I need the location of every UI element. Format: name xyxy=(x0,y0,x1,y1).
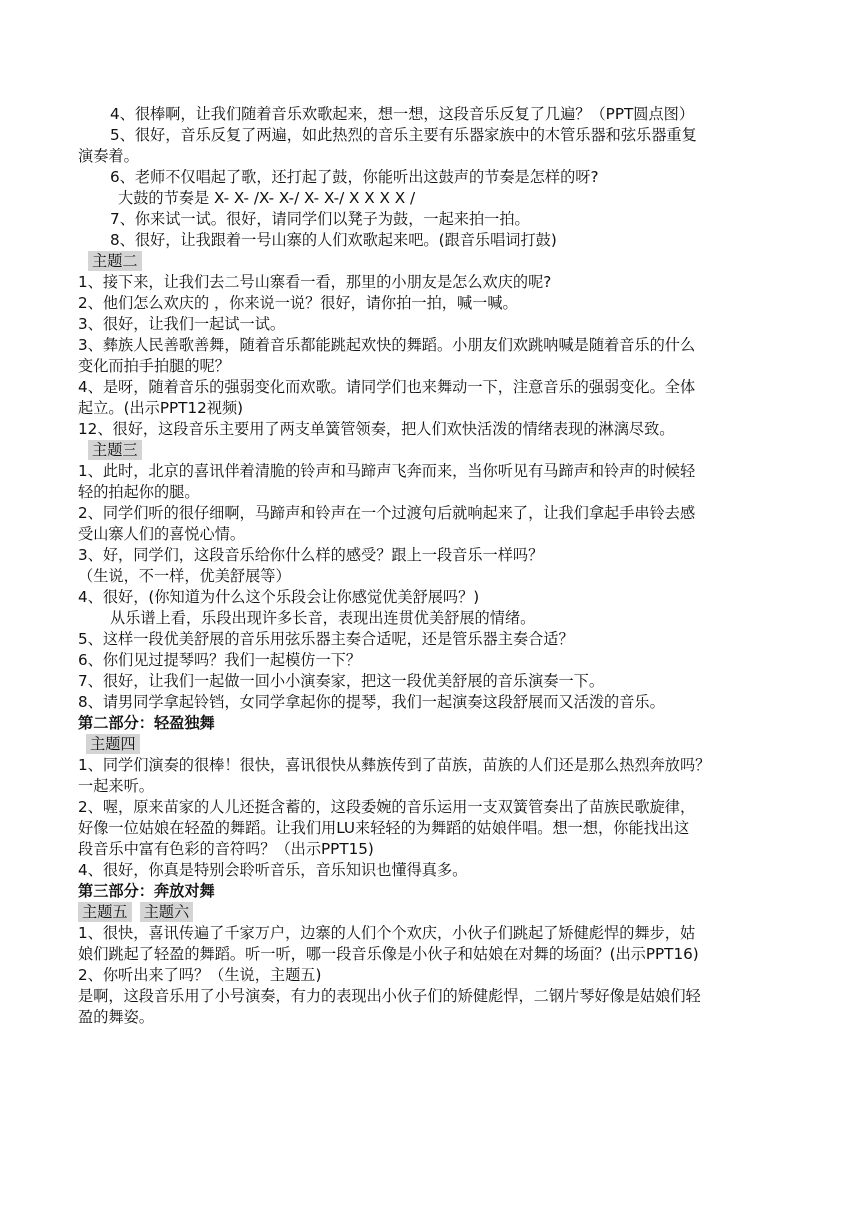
theme-2-item: 3、很好，让我们一起试一试。 xyxy=(78,315,286,333)
theme-3-item: （生说，不一样，优美舒展等） xyxy=(78,567,291,585)
theme-3-item: 4、很好，(你知道为什么这个乐段会让你感觉优美舒展吗？) xyxy=(78,588,480,606)
part-3-item: 盈的舞姿。 xyxy=(78,1008,154,1026)
step-8-line: 8、很好，让我跟着一号山寨的人们欢歌起来吧。(跟音乐唱词打鼓) xyxy=(110,231,557,249)
theme-3-item: 1、此时，北京的喜讯伴着清脆的铃声和马蹄声飞奔而来，当你听见有马蹄声和铃声的时候轻 xyxy=(78,462,696,480)
theme-2-item: 起立。(出示PPT12视频) xyxy=(78,399,244,417)
theme-2-item: 12、很好，这段音乐主要用了两支单簧管领奏，把人们欢快活泼的情绪表现的淋漓尽致。 xyxy=(78,420,675,438)
theme-3-item: 3、好，同学们，这段音乐给你什么样的感受？跟上一段音乐一样吗？ xyxy=(78,546,544,564)
theme-3-item: 2、同学们听的很仔细啊，马蹄声和铃声在一个过渡句后就响起来了，让我们拿起手串铃去感 xyxy=(78,504,696,522)
theme-4-item: 段音乐中富有色彩的音符吗？（出示PPT15) xyxy=(78,840,374,858)
step-7-line: 7、你来试一试。很好，请同学们以凳子为鼓，一起来拍一拍。 xyxy=(110,210,530,228)
theme-2-item: 2、他们怎么欢庆的 ，你来说一说？很好，请你拍一拍，喊一喊。 xyxy=(78,294,518,312)
part-2-heading: 第二部分：轻盈独舞 xyxy=(78,714,215,732)
theme-2-item: 1、接下来，让我们去二号山寨看一看，那里的小朋友是怎么欢庆的呢? xyxy=(78,273,552,291)
theme-4-item: 好像一位姑娘在轻盈的舞蹈。让我们用LU来轻轻的为舞蹈的姑娘伴唱。想一想，你能找出这 xyxy=(78,819,690,837)
theme-4-item: 1、同学们演奏的很棒！很快，喜讯很快从彝族传到了苗族，苗族的人们还是那么热烈奔放吗？ xyxy=(78,756,711,774)
theme-4-item: 4、很好，你真是特别会聆听音乐，音乐知识也懂得真多。 xyxy=(78,861,468,879)
theme-4-item: 2、喔，原来苗家的人儿还挺含蓄的，这段委婉的音乐运用一支双簧管奏出了苗族民歌旋律， xyxy=(78,798,696,816)
step-5-cont: 演奏着。 xyxy=(78,147,139,165)
theme-3-item: 7、很好，让我们一起做一回小小演奏家，把这一段优美舒展的音乐演奏一下。 xyxy=(78,672,605,690)
theme-3-label: 主题三 xyxy=(88,440,142,460)
theme-3-item: 8、请男同学拿起铃铛，女同学拿起你的提琴，我们一起演奏这段舒展而又活泼的音乐。 xyxy=(78,693,665,711)
theme-3-item: 5、这样一段优美舒展的音乐用弦乐器主奏合适呢，还是管乐器主奏合适？ xyxy=(78,630,574,648)
theme-3-item: 6、你们见过提琴吗？我们一起模仿一下？ xyxy=(78,651,362,669)
theme-6-label: 主题六 xyxy=(140,902,194,922)
theme-5-label: 主题五 xyxy=(78,902,132,922)
theme-4-item: 一起来听。 xyxy=(78,777,154,795)
theme-3-item: 受山寨人们的喜悦心情。 xyxy=(78,525,246,543)
part-3-item: 2、你听出来了吗？（生说，主题五) xyxy=(78,966,322,984)
part-3-heading: 第三部分：奔放对舞 xyxy=(78,882,215,900)
theme-2-item: 3、彝族人民善歌善舞，随着音乐都能跳起欢快的舞蹈。小朋友们欢跳呐喊是随着音乐的什么 xyxy=(78,336,696,354)
step-6-line: 6、老师不仅唱起了歌，还打起了鼓，你能听出这鼓声的节奏是怎样的呀? xyxy=(110,168,599,186)
step-5-line: 5、很好，音乐反复了两遍，如此热烈的音乐主要有乐器家族中的木管乐器和弦乐器重复 xyxy=(110,126,697,144)
part-3-item: 娘们跳起了轻盈的舞蹈。听一听，哪一段音乐像是小伙子和姑娘在对舞的场面？(出示PPT16) xyxy=(78,945,699,963)
theme-4-label: 主题四 xyxy=(86,734,140,754)
part-3-item: 是啊，这段音乐用了小号演奏，有力的表现出小伙子们的矫健彪悍，二钢片琴好像是姑娘们轻 xyxy=(78,987,701,1005)
theme-3-item: 轻的拍起你的腿。 xyxy=(78,483,200,501)
drum-rhythm-line: 大鼓的节奏是 X- X- /X- X-/ X- X-/ X X X X / xyxy=(118,189,416,207)
step-4-line: 4、很棒啊，让我们随着音乐欢歌起来，想一想，这段音乐反复了几遍？（PPT圆点图） xyxy=(110,105,695,123)
theme-2-item: 变化而拍手拍腿的呢？ xyxy=(78,357,230,375)
part-3-item: 1、很快，喜讯传遍了千家万户，边寨的人们个个欢庆，小伙子们跳起了矫健彪悍的舞步，姑 xyxy=(78,924,696,942)
theme-2-item: 4、是呀，随着音乐的强弱变化而欢歌。请同学们也来舞动一下，注意音乐的强弱变化。全体 xyxy=(78,378,696,396)
theme-3-item: 从乐谱上看，乐段出现许多长音，表现出连贯优美舒展的情绪。 xyxy=(110,609,536,627)
theme-2-label: 主题二 xyxy=(88,251,142,271)
